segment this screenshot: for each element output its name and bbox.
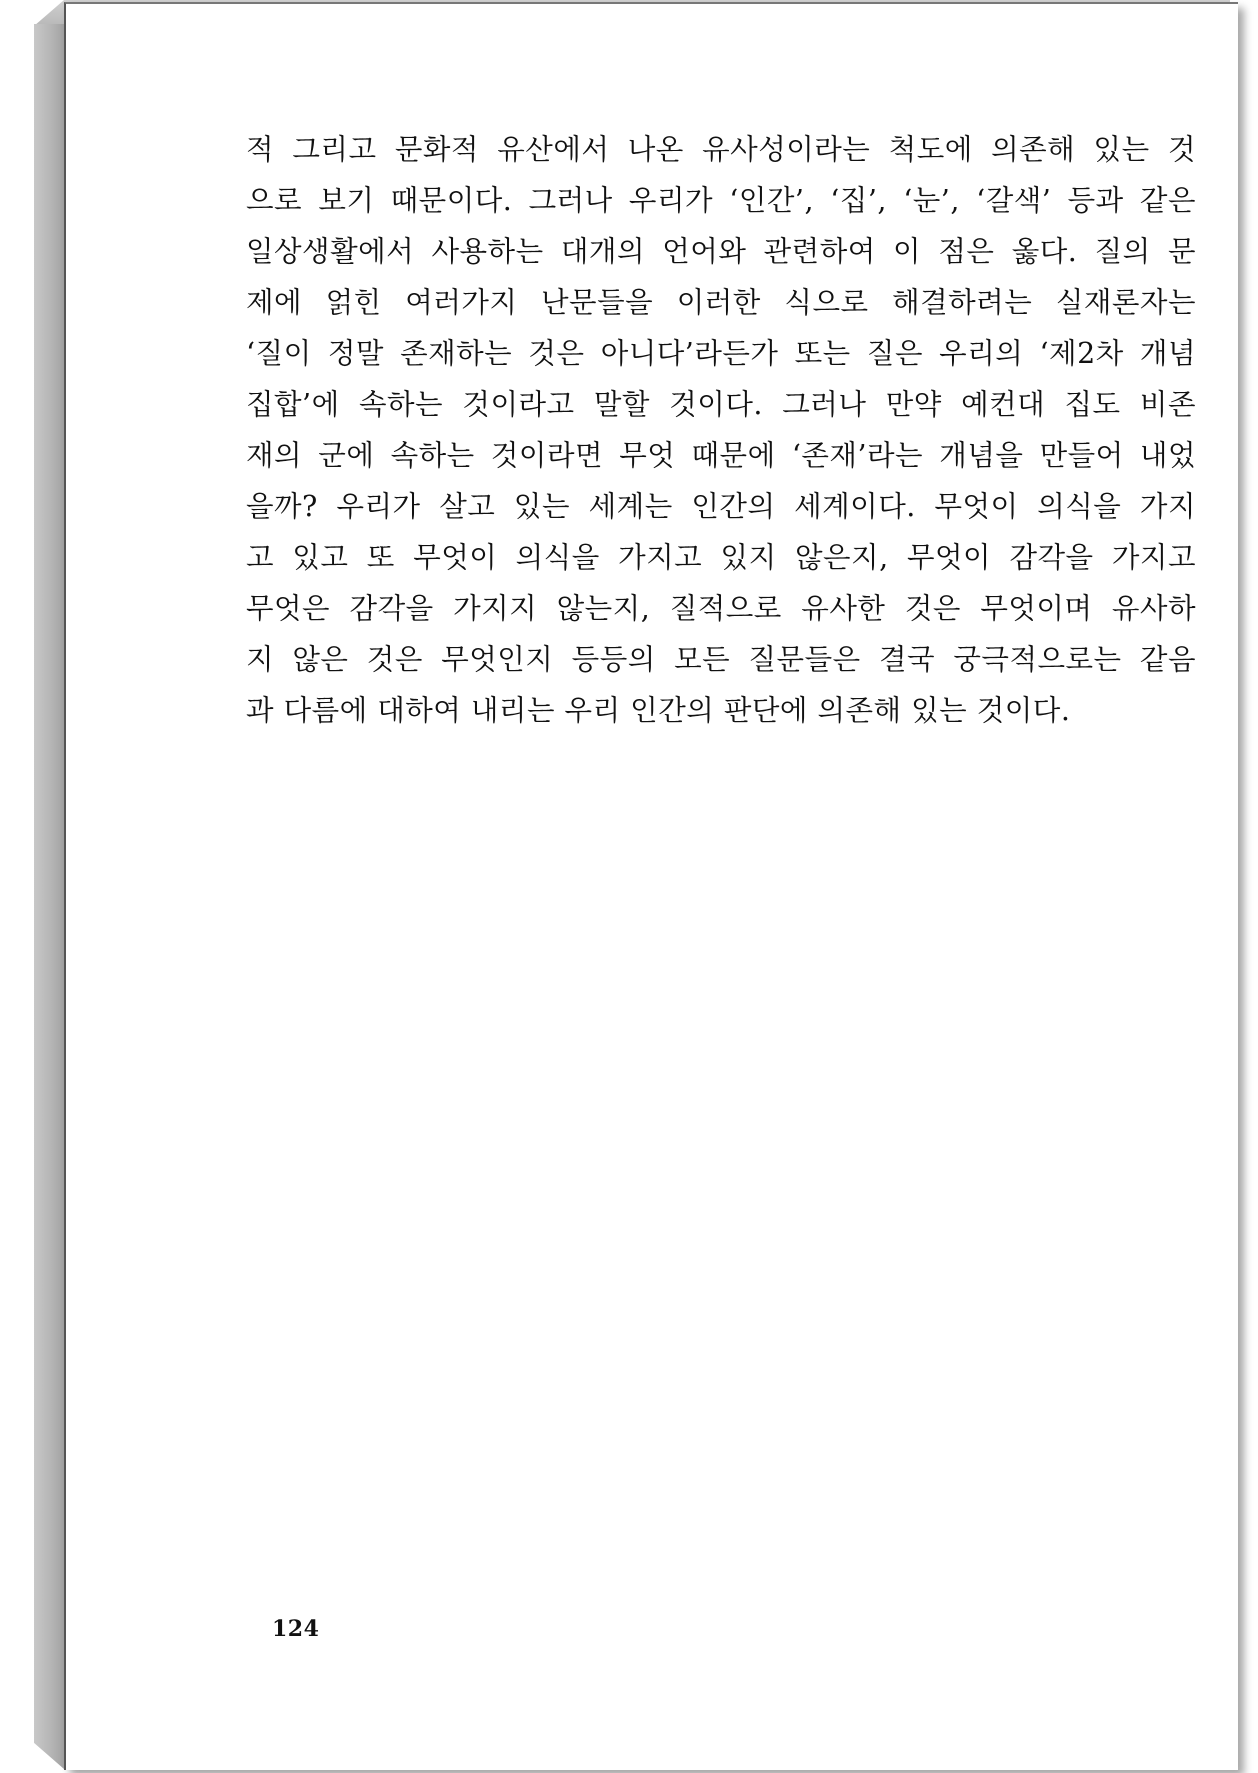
text-line: 과 다름에 대하여 내리는 우리 인간의 판단에 의존해 있는 것이다.: [246, 694, 1071, 727]
text-line: 집합’에 속하는 것이라고 말할 것이다. 그러나 만약 예컨대 집도 비존: [246, 388, 1196, 421]
body-text: [246, 124, 1196, 736]
book-page: [64, 2, 1238, 1770]
text-line: 재의 군에 속하는 것이라면 무엇 때문에 ‘존재’라는 개념을 만들어 내었: [246, 439, 1196, 472]
text-line: 을까? 우리가 살고 있는 세계는 인간의 세계이다. 무엇이 의식을 가지: [246, 490, 1196, 523]
text-line: 고 있고 또 무엇이 의식을 가지고 있지 않은지, 무엇이 감각을 가지고: [246, 541, 1196, 574]
text-line: 제에 얽힌 여러가지 난문들을 이러한 식으로 해결하려는 실재론자는: [246, 286, 1196, 319]
text-line: 지 않은 것은 무엇인지 등등의 모든 질문들은 결국 궁극적으로는 같음: [246, 643, 1196, 676]
text-line: 일상생활에서 사용하는 대개의 언어와 관련하여 이 점은 옳다. 질의 문: [246, 235, 1196, 268]
text-line: ‘질이 정말 존재하는 것은 아니다’라든가 또는 질은 우리의 ‘제2차 개념: [246, 337, 1196, 370]
book-page-edges: [34, 24, 64, 1769]
text-line: 무엇은 감각을 가지지 않는지, 질적으로 유사한 것은 무엇이며 유사하: [246, 592, 1196, 625]
text-line: 적 그리고 문화적 유산에서 나온 유사성이라는 척도에 의존해 있는 것: [246, 133, 1196, 166]
page-number: 124: [272, 1616, 320, 1642]
text-line: 으로 보기 때문이다. 그러나 우리가 ‘인간’, ‘집’, ‘눈’, ‘갈색’ 등과 같은: [246, 184, 1196, 217]
